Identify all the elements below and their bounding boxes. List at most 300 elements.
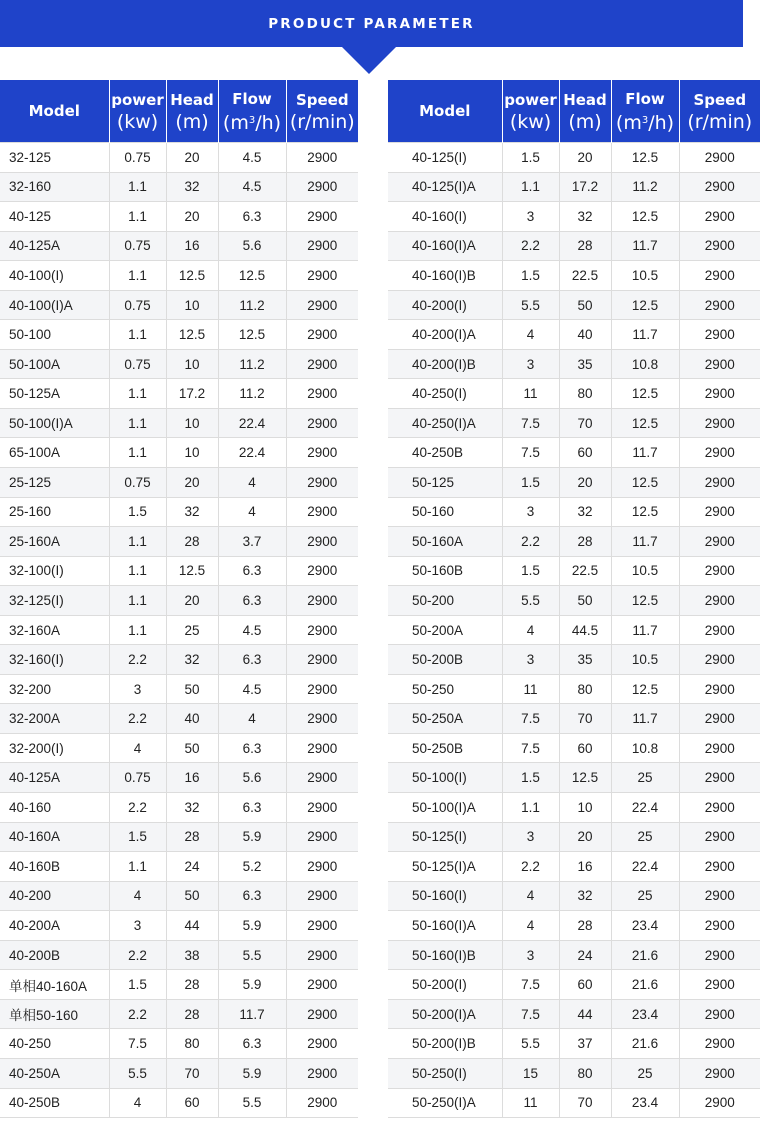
table-row bbox=[0, 852, 358, 882]
table-row bbox=[388, 822, 760, 852]
cell-power: 0.75 bbox=[109, 231, 166, 261]
table-row bbox=[388, 704, 760, 734]
cell-power: 5.5 bbox=[109, 1058, 166, 1088]
header-speed bbox=[286, 80, 358, 143]
cell-flow: 11.7 bbox=[611, 320, 679, 350]
table-row bbox=[388, 527, 760, 557]
table-row bbox=[0, 408, 358, 438]
table-row bbox=[388, 379, 760, 409]
cell-model: 50-160A bbox=[388, 527, 502, 557]
cell-head: 70 bbox=[166, 1058, 218, 1088]
table-row bbox=[388, 586, 760, 616]
cell-power: 4 bbox=[109, 881, 166, 911]
table-row bbox=[388, 733, 760, 763]
cell-head: 80 bbox=[559, 674, 611, 704]
cell-speed: 2900 bbox=[286, 940, 358, 970]
cell-flow: 4 bbox=[218, 497, 286, 527]
cell-flow: 11.7 bbox=[611, 527, 679, 557]
cell-model: 40-160(I)A bbox=[388, 231, 502, 261]
cell-head: 10 bbox=[166, 438, 218, 468]
table-row bbox=[388, 231, 760, 261]
header-head bbox=[559, 80, 611, 143]
cell-model: 40-160A bbox=[0, 822, 109, 852]
cell-model: 50-250A bbox=[388, 704, 502, 734]
cell-speed: 2900 bbox=[679, 408, 760, 438]
cell-flow: 12.5 bbox=[611, 497, 679, 527]
cell-power: 1.1 bbox=[109, 615, 166, 645]
cell-speed: 2900 bbox=[286, 143, 358, 173]
cell-speed: 2900 bbox=[679, 704, 760, 734]
table-row bbox=[0, 202, 358, 232]
cell-speed: 2900 bbox=[679, 172, 760, 202]
cell-model: 50-100A bbox=[0, 349, 109, 379]
cell-flow: 6.3 bbox=[218, 793, 286, 823]
cell-flow: 22.4 bbox=[218, 438, 286, 468]
cell-head: 12.5 bbox=[559, 763, 611, 793]
cell-head: 12.5 bbox=[166, 320, 218, 350]
cell-speed: 2900 bbox=[679, 290, 760, 320]
table-row bbox=[388, 999, 760, 1029]
cell-model: 40-100(I) bbox=[0, 261, 109, 291]
cell-flow: 12.5 bbox=[611, 674, 679, 704]
cell-speed: 2900 bbox=[679, 527, 760, 557]
cell-power: 1.1 bbox=[109, 408, 166, 438]
cell-head: 22.5 bbox=[559, 556, 611, 586]
cell-flow: 11.7 bbox=[611, 231, 679, 261]
table-row bbox=[388, 645, 760, 675]
header-power-label: power bbox=[504, 91, 557, 109]
header-flow bbox=[218, 80, 286, 143]
cell-power: 7.5 bbox=[502, 999, 559, 1029]
cell-model: 40-250(I)A bbox=[388, 408, 502, 438]
cell-flow: 5.2 bbox=[218, 852, 286, 882]
table-row bbox=[0, 349, 358, 379]
cell-speed: 2900 bbox=[679, 438, 760, 468]
cell-head: 80 bbox=[559, 379, 611, 409]
header-model-label: Model bbox=[419, 102, 471, 120]
cell-head: 32 bbox=[166, 172, 218, 202]
cell-model: 50-250B bbox=[388, 733, 502, 763]
cell-speed: 2900 bbox=[286, 231, 358, 261]
cell-head: 28 bbox=[166, 999, 218, 1029]
cell-power: 3 bbox=[502, 940, 559, 970]
cell-head: 20 bbox=[166, 468, 218, 498]
cell-power: 1.1 bbox=[502, 793, 559, 823]
cell-model: 50-100(I)A bbox=[0, 408, 109, 438]
cell-head: 28 bbox=[559, 231, 611, 261]
cell-model: 40-250B bbox=[0, 1088, 109, 1118]
cell-speed: 2900 bbox=[286, 763, 358, 793]
cell-speed: 2900 bbox=[286, 852, 358, 882]
table-row bbox=[388, 497, 760, 527]
cell-model: 25-160A bbox=[0, 527, 109, 557]
cell-flow: 3.7 bbox=[218, 527, 286, 557]
cell-speed: 2900 bbox=[286, 468, 358, 498]
cell-speed: 2900 bbox=[679, 1058, 760, 1088]
cell-speed: 2900 bbox=[679, 497, 760, 527]
cell-head: 20 bbox=[559, 143, 611, 173]
cell-head: 24 bbox=[559, 940, 611, 970]
header-speed-unit: (r/min) bbox=[289, 111, 355, 133]
cell-model: 40-200(I)A bbox=[388, 320, 502, 350]
cell-power: 7.5 bbox=[502, 733, 559, 763]
cell-power: 1.1 bbox=[109, 320, 166, 350]
cell-flow: 11.7 bbox=[611, 438, 679, 468]
cell-head: 50 bbox=[559, 586, 611, 616]
table-row bbox=[0, 290, 358, 320]
header-speed-unit: (r/min) bbox=[687, 111, 753, 133]
cell-flow: 25 bbox=[611, 822, 679, 852]
cell-head: 80 bbox=[166, 1029, 218, 1059]
cell-head: 28 bbox=[166, 970, 218, 1000]
cell-head: 32 bbox=[166, 793, 218, 823]
cell-speed: 2900 bbox=[679, 674, 760, 704]
cell-power: 5.5 bbox=[502, 586, 559, 616]
cell-flow: 4.5 bbox=[218, 172, 286, 202]
cell-head: 37 bbox=[559, 1029, 611, 1059]
cell-flow: 5.9 bbox=[218, 970, 286, 1000]
cell-flow: 11.7 bbox=[611, 615, 679, 645]
cell-head: 70 bbox=[559, 704, 611, 734]
table-row bbox=[0, 172, 358, 202]
cell-head: 10 bbox=[166, 290, 218, 320]
cell-model: 40-100(I)A bbox=[0, 290, 109, 320]
cell-head: 60 bbox=[559, 733, 611, 763]
cell-head: 35 bbox=[559, 349, 611, 379]
cell-head: 16 bbox=[166, 763, 218, 793]
cell-model: 40-250 bbox=[0, 1029, 109, 1059]
cell-power: 0.75 bbox=[109, 143, 166, 173]
header-flow-unit: $(m^3/h)$ bbox=[222, 112, 282, 134]
table-row bbox=[0, 615, 358, 645]
cell-model: 50-200B bbox=[388, 645, 502, 675]
cell-flow: 11.2 bbox=[218, 379, 286, 409]
cell-speed: 2900 bbox=[679, 852, 760, 882]
table-row bbox=[388, 940, 760, 970]
cell-power: 4 bbox=[109, 733, 166, 763]
cell-speed: 2900 bbox=[286, 999, 358, 1029]
cell-power: 1.1 bbox=[109, 438, 166, 468]
cell-flow: 5.6 bbox=[218, 763, 286, 793]
cell-head: 50 bbox=[166, 674, 218, 704]
cell-speed: 2900 bbox=[286, 379, 358, 409]
cell-head: 28 bbox=[559, 527, 611, 557]
cell-power: 1.5 bbox=[109, 497, 166, 527]
table-row bbox=[0, 1058, 358, 1088]
cell-power: 1.1 bbox=[109, 586, 166, 616]
cell-head: 17.2 bbox=[166, 379, 218, 409]
cell-flow: 6.3 bbox=[218, 645, 286, 675]
cell-model: 50-250 bbox=[388, 674, 502, 704]
cell-flow: 11.2 bbox=[218, 290, 286, 320]
cell-head: 44 bbox=[166, 911, 218, 941]
cell-flow: 11.7 bbox=[218, 999, 286, 1029]
cell-model: 50-250(I)A bbox=[388, 1088, 502, 1118]
cell-power: 3 bbox=[109, 911, 166, 941]
cell-power: 5.5 bbox=[502, 1029, 559, 1059]
cell-head: 16 bbox=[559, 852, 611, 882]
cell-speed: 2900 bbox=[679, 911, 760, 941]
cell-model: 50-200(I) bbox=[388, 970, 502, 1000]
header-head-unit: (m) bbox=[568, 111, 602, 133]
cell-head: 17.2 bbox=[559, 172, 611, 202]
table-row bbox=[0, 527, 358, 557]
cell-power: 11 bbox=[502, 1088, 559, 1118]
header-speed-label: Speed bbox=[295, 91, 349, 109]
header-power-unit: (kw) bbox=[509, 111, 552, 133]
cell-speed: 2900 bbox=[286, 970, 358, 1000]
cell-head: 32 bbox=[166, 645, 218, 675]
header-flow-label: Flow bbox=[232, 90, 272, 108]
cell-model: 单相40-160A bbox=[0, 970, 109, 1000]
cell-power: 3 bbox=[502, 202, 559, 232]
cell-power: 2.2 bbox=[109, 645, 166, 675]
header-model bbox=[388, 80, 502, 143]
cell-speed: 2900 bbox=[286, 556, 358, 586]
cell-head: 50 bbox=[559, 290, 611, 320]
cell-flow: 4 bbox=[218, 468, 286, 498]
cell-power: 4 bbox=[109, 1088, 166, 1118]
cell-model: 32-200(I) bbox=[0, 733, 109, 763]
table-row bbox=[388, 349, 760, 379]
cell-head: 25 bbox=[166, 615, 218, 645]
cell-power: 2.2 bbox=[109, 999, 166, 1029]
cell-head: 16 bbox=[166, 231, 218, 261]
cell-speed: 2900 bbox=[679, 822, 760, 852]
table-row bbox=[0, 645, 358, 675]
cell-flow: 21.6 bbox=[611, 940, 679, 970]
table-row bbox=[388, 468, 760, 498]
cell-power: 1.1 bbox=[109, 379, 166, 409]
cell-power: 2.2 bbox=[502, 852, 559, 882]
table-row bbox=[388, 438, 760, 468]
cell-speed: 2900 bbox=[679, 881, 760, 911]
cell-flow: 6.3 bbox=[218, 1029, 286, 1059]
table-row bbox=[0, 733, 358, 763]
cell-speed: 2900 bbox=[286, 793, 358, 823]
cell-power: 1.5 bbox=[502, 468, 559, 498]
table-row bbox=[0, 999, 358, 1029]
cell-head: 28 bbox=[166, 527, 218, 557]
cell-model: 40-125(I) bbox=[388, 143, 502, 173]
cell-speed: 2900 bbox=[286, 290, 358, 320]
header-power bbox=[109, 80, 166, 143]
cell-head: 10 bbox=[166, 349, 218, 379]
cell-flow: 4.5 bbox=[218, 674, 286, 704]
banner-title: PRODUCT PARAMETER bbox=[268, 15, 475, 32]
cell-model: 50-125(I)A bbox=[388, 852, 502, 882]
cell-model: 40-250B bbox=[388, 438, 502, 468]
cell-speed: 2900 bbox=[679, 231, 760, 261]
cell-power: 0.75 bbox=[109, 290, 166, 320]
cell-model: 40-200 bbox=[0, 881, 109, 911]
cell-speed: 2900 bbox=[679, 202, 760, 232]
cell-flow: 21.6 bbox=[611, 970, 679, 1000]
cell-model: 50-125(I) bbox=[388, 822, 502, 852]
cell-model: 32-160A bbox=[0, 615, 109, 645]
header-power-label: power bbox=[111, 91, 164, 109]
cell-power: 4 bbox=[502, 911, 559, 941]
parameter-table-right bbox=[388, 80, 753, 1118]
cell-model: 50-160(I)A bbox=[388, 911, 502, 941]
cell-model: 40-250(I) bbox=[388, 379, 502, 409]
table-row bbox=[388, 793, 760, 823]
cell-flow: 21.6 bbox=[611, 1029, 679, 1059]
cell-model: 50-125 bbox=[388, 468, 502, 498]
table-row bbox=[388, 320, 760, 350]
table-row bbox=[388, 970, 760, 1000]
table-header bbox=[388, 80, 760, 143]
table-row bbox=[388, 615, 760, 645]
table-row bbox=[388, 881, 760, 911]
table-row bbox=[388, 763, 760, 793]
cell-speed: 2900 bbox=[679, 320, 760, 350]
table-row bbox=[0, 674, 358, 704]
table-row bbox=[0, 970, 358, 1000]
cell-speed: 2900 bbox=[286, 527, 358, 557]
cell-head: 50 bbox=[166, 881, 218, 911]
table-row bbox=[388, 290, 760, 320]
cell-power: 1.5 bbox=[502, 261, 559, 291]
cell-model: 40-125A bbox=[0, 231, 109, 261]
table-row bbox=[0, 320, 358, 350]
table-row bbox=[0, 261, 358, 291]
header-speed-label: Speed bbox=[693, 91, 747, 109]
cell-head: 38 bbox=[166, 940, 218, 970]
cell-model: 50-100(I) bbox=[388, 763, 502, 793]
header-model-label: Model bbox=[28, 102, 80, 120]
cell-head: 32 bbox=[559, 497, 611, 527]
cell-speed: 2900 bbox=[679, 1029, 760, 1059]
cell-head: 40 bbox=[166, 704, 218, 734]
cell-speed: 2900 bbox=[679, 556, 760, 586]
cell-model: 32-200 bbox=[0, 674, 109, 704]
cell-head: 20 bbox=[166, 143, 218, 173]
cell-flow: 12.5 bbox=[611, 468, 679, 498]
cell-power: 1.5 bbox=[502, 556, 559, 586]
cell-power: 11 bbox=[502, 674, 559, 704]
cell-head: 44 bbox=[559, 999, 611, 1029]
cell-model: 50-125A bbox=[0, 379, 109, 409]
cell-flow: 12.5 bbox=[611, 290, 679, 320]
cell-flow: 25 bbox=[611, 763, 679, 793]
cell-flow: 4 bbox=[218, 704, 286, 734]
cell-power: 0.75 bbox=[109, 763, 166, 793]
table-row bbox=[388, 143, 760, 173]
cell-power: 7.5 bbox=[502, 704, 559, 734]
cell-power: 3 bbox=[502, 645, 559, 675]
table-row bbox=[0, 1029, 358, 1059]
header-flow-label: Flow bbox=[625, 90, 665, 108]
table-row bbox=[0, 379, 358, 409]
cell-power: 11 bbox=[502, 379, 559, 409]
cell-model: 40-200(I) bbox=[388, 290, 502, 320]
cell-power: 4 bbox=[502, 615, 559, 645]
table-row bbox=[0, 881, 358, 911]
cell-model: 50-100(I)A bbox=[388, 793, 502, 823]
cell-speed: 2900 bbox=[679, 999, 760, 1029]
cell-model: 25-125 bbox=[0, 468, 109, 498]
cell-speed: 2900 bbox=[679, 763, 760, 793]
cell-head: 60 bbox=[559, 970, 611, 1000]
cell-head: 32 bbox=[166, 497, 218, 527]
cell-model: 65-100A bbox=[0, 438, 109, 468]
cell-head: 32 bbox=[559, 202, 611, 232]
cell-flow: 22.4 bbox=[611, 793, 679, 823]
cell-speed: 2900 bbox=[286, 202, 358, 232]
cell-model: 50-250(I) bbox=[388, 1058, 502, 1088]
cell-model: 32-125(I) bbox=[0, 586, 109, 616]
cell-model: 32-125 bbox=[0, 143, 109, 173]
cell-head: 20 bbox=[559, 468, 611, 498]
cell-speed: 2900 bbox=[286, 349, 358, 379]
cell-speed: 2900 bbox=[679, 349, 760, 379]
header-head-unit: (m) bbox=[175, 111, 209, 133]
header-model bbox=[0, 80, 109, 143]
cell-model: 25-160 bbox=[0, 497, 109, 527]
cell-flow: 25 bbox=[611, 881, 679, 911]
table-row bbox=[0, 497, 358, 527]
cell-power: 4 bbox=[502, 320, 559, 350]
table-row bbox=[0, 468, 358, 498]
cell-flow: 4.5 bbox=[218, 615, 286, 645]
cell-model: 单相50-160 bbox=[0, 999, 109, 1029]
cell-head: 32 bbox=[559, 881, 611, 911]
table-row bbox=[388, 911, 760, 941]
cell-flow: 6.3 bbox=[218, 586, 286, 616]
table-header bbox=[0, 80, 358, 143]
title-banner bbox=[0, 0, 743, 47]
cell-speed: 2900 bbox=[286, 911, 358, 941]
cell-power: 15 bbox=[502, 1058, 559, 1088]
cubic-superscript: 3 bbox=[248, 115, 256, 126]
table-row bbox=[388, 261, 760, 291]
cell-speed: 2900 bbox=[286, 1029, 358, 1059]
header-flow bbox=[611, 80, 679, 143]
cell-flow: 12.5 bbox=[611, 408, 679, 438]
cell-power: 2.2 bbox=[109, 793, 166, 823]
cell-power: 3 bbox=[109, 674, 166, 704]
table-row bbox=[0, 940, 358, 970]
cell-speed: 2900 bbox=[286, 408, 358, 438]
cell-model: 32-200A bbox=[0, 704, 109, 734]
cell-head: 22.5 bbox=[559, 261, 611, 291]
cell-flow: 5.9 bbox=[218, 1058, 286, 1088]
cell-flow: 6.3 bbox=[218, 202, 286, 232]
cell-power: 1.5 bbox=[502, 143, 559, 173]
cell-flow: 10.5 bbox=[611, 645, 679, 675]
cell-flow: 12.5 bbox=[218, 261, 286, 291]
cell-head: 70 bbox=[559, 408, 611, 438]
cell-power: 1.5 bbox=[109, 822, 166, 852]
cell-speed: 2900 bbox=[286, 261, 358, 291]
table-row bbox=[0, 704, 358, 734]
cell-head: 60 bbox=[559, 438, 611, 468]
cell-flow: 23.4 bbox=[611, 911, 679, 941]
cell-model: 50-200 bbox=[388, 586, 502, 616]
cell-model: 40-160B bbox=[0, 852, 109, 882]
table-row bbox=[388, 674, 760, 704]
cell-power: 1.5 bbox=[109, 970, 166, 1000]
cell-head: 50 bbox=[166, 733, 218, 763]
cell-speed: 2900 bbox=[679, 586, 760, 616]
cell-speed: 2900 bbox=[679, 143, 760, 173]
table-row bbox=[388, 1058, 760, 1088]
cell-head: 10 bbox=[166, 408, 218, 438]
cell-head: 20 bbox=[559, 822, 611, 852]
cell-flow: 11.7 bbox=[611, 704, 679, 734]
cell-model: 40-160(I) bbox=[388, 202, 502, 232]
